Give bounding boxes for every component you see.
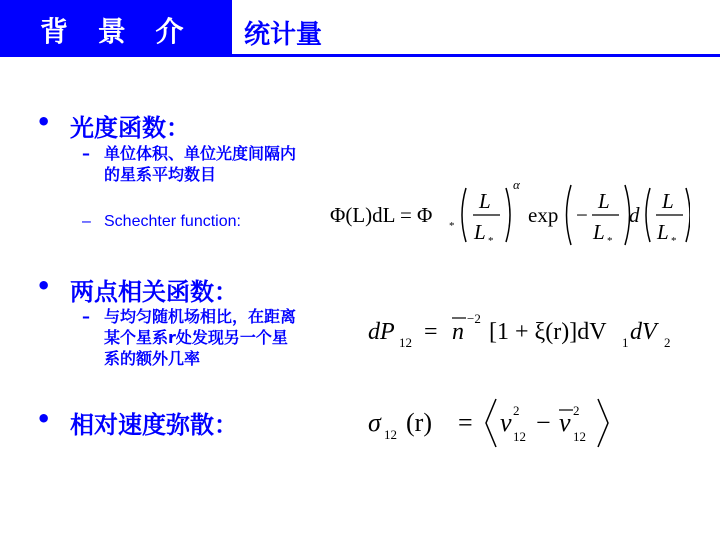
mean-velocity-v: v <box>559 408 571 437</box>
left-paren <box>567 185 572 245</box>
bullet-velocity-dispersion <box>36 405 238 440</box>
subitem-line: 某个星系r处发现另一个星 <box>104 328 288 347</box>
left-angle-bracket <box>486 399 496 447</box>
fraction-numerator: L <box>479 189 491 213</box>
left-paren <box>462 188 466 242</box>
right-paren <box>506 188 510 242</box>
sigma-symbol: σ <box>368 408 381 437</box>
l-star-subscript: * <box>607 235 613 247</box>
bullet-title: 相对速度弥散： <box>70 411 238 439</box>
header-divider <box>232 54 720 57</box>
alpha-exponent: α <box>513 177 520 192</box>
right-angle-bracket <box>598 399 608 447</box>
subitem-line: 的星系平均数目 <box>104 165 217 184</box>
subitem-line: 单位体积、单位光度间隔内 <box>104 144 297 163</box>
fraction-numerator: L <box>598 189 610 213</box>
slide-title: 统计量 <box>244 20 323 50</box>
equals-sign: = <box>424 319 438 345</box>
dash-marker: – <box>82 307 90 326</box>
subscript-12: 12 <box>399 335 412 350</box>
subitem-correlation-definition <box>82 306 297 369</box>
dash-marker: – <box>82 213 91 230</box>
bullet-title: 光度函数： <box>70 114 190 142</box>
bullet-dot: • <box>36 272 52 300</box>
subscript-2: 2 <box>664 335 671 350</box>
phi-star-subscript: * <box>449 220 455 232</box>
subscript-12: 12 <box>384 427 397 442</box>
dash-marker: – <box>82 144 90 163</box>
header-title-box <box>0 0 232 88</box>
subitem-line: 系的额外几率 <box>104 349 201 368</box>
differential-d: d <box>629 203 640 227</box>
bullet-title: 两点相关函数： <box>70 278 238 306</box>
fraction-numerator: L <box>662 189 674 213</box>
argument-r: (r) <box>406 408 432 437</box>
fraction-denominator: L <box>474 220 486 244</box>
subscript-12: 12 <box>573 429 586 444</box>
bullet-correlation-function <box>36 272 238 307</box>
dp-term: dP <box>368 319 395 345</box>
left-paren <box>646 188 650 242</box>
bracket-term: [1 + ξ(r)]dV <box>489 319 607 345</box>
bullet-luminosity-function <box>36 108 190 143</box>
subscript-1: 1 <box>622 335 629 350</box>
superscript-2: 2 <box>513 403 520 418</box>
exponent-minus-2: −2 <box>467 311 481 326</box>
superscript-2: 2 <box>573 403 580 418</box>
subitem-line: 与均匀随机场相比，在距离 <box>104 307 297 326</box>
subitem-luminosity-definition <box>82 143 297 185</box>
l-star-subscript: * <box>488 235 494 247</box>
fraction-denominator: L <box>593 220 605 244</box>
schechter-formula <box>328 175 690 255</box>
subscript-12: 12 <box>513 429 526 444</box>
fraction-denominator: L <box>657 220 669 244</box>
dispersion-formula <box>366 393 626 453</box>
bullet-dot: • <box>36 108 52 136</box>
exp-function: exp <box>528 203 559 227</box>
bullet-dot: • <box>36 405 52 433</box>
l-star-subscript: * <box>671 235 677 247</box>
equals-sign: = <box>458 408 473 437</box>
section-title: 背 景 介 绍 <box>40 15 194 88</box>
number-density: n <box>452 319 464 345</box>
schechter-lhs: Φ(L)dL = Φ <box>330 203 433 227</box>
minus-sign: − <box>576 203 588 227</box>
right-paren <box>686 188 690 242</box>
subitem-schechter <box>82 212 241 232</box>
dv2-term: dV <box>630 319 657 345</box>
velocity-v: v <box>500 408 512 437</box>
minus-sign: − <box>536 408 551 437</box>
subitem-line: Schechter function: <box>104 213 241 230</box>
correlation-formula <box>366 305 686 355</box>
